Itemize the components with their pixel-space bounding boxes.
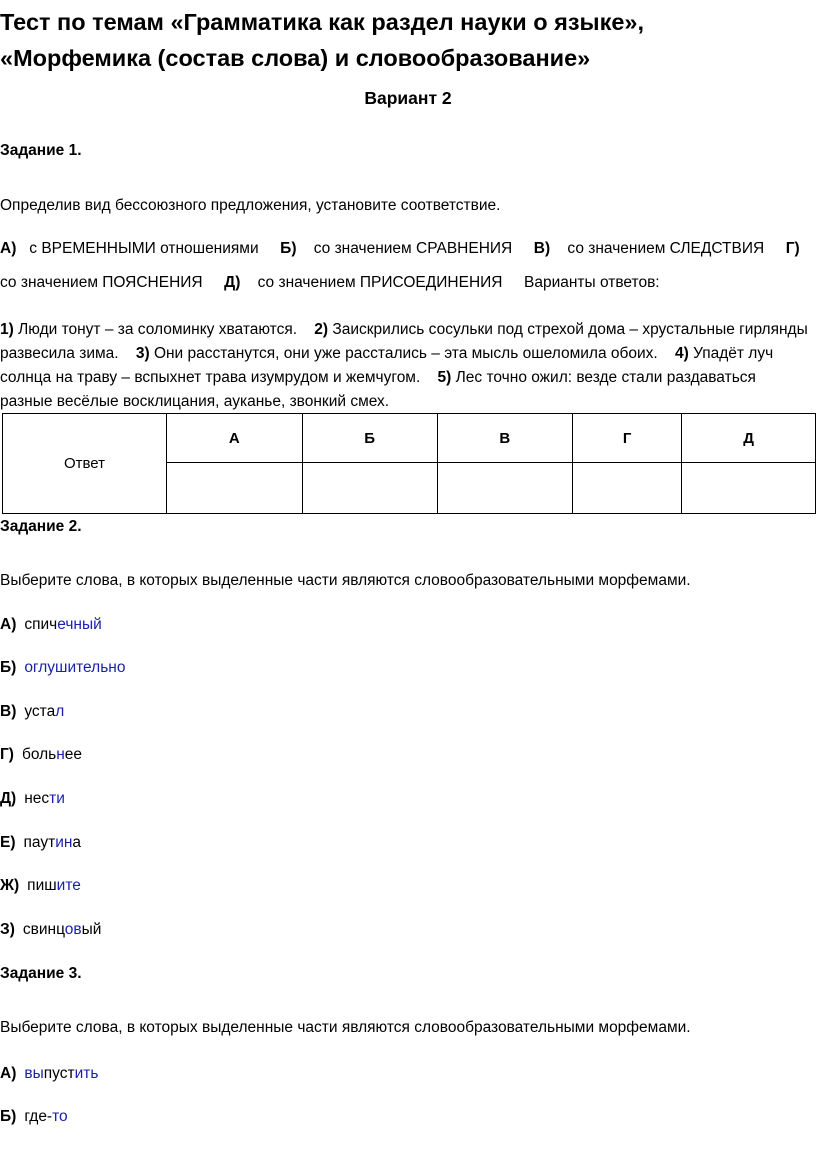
answers-label: Варианты ответов: [524,274,660,291]
sentence-number: 1) [0,321,14,338]
task1-options-line2 [0,274,660,292]
option-letter: Д) [0,790,17,807]
list-item [0,703,64,721]
word-part: ее [64,746,83,763]
highlighted-morpheme: ите [56,877,81,894]
answer-cell-a[interactable] [167,463,303,514]
variant-heading: Вариант 2 [364,88,452,108]
option-letter: В) [0,703,17,720]
column-header-d: Д [682,414,816,463]
list-item [0,1108,68,1126]
sentence-text: Люди тонут – за соломинку хватаются. [18,321,298,338]
task3-instruction: Выберите слова, в которых выделенные части являются словообразовательными морфемами. [0,1019,691,1036]
document-title [0,4,644,76]
word-part: ый [81,921,102,938]
column-header-a: А [167,414,303,463]
answer-cell-v[interactable] [437,463,573,514]
word-part: а [72,834,82,851]
word-part: спич [24,616,58,633]
answer-cell-g[interactable] [573,463,682,514]
word-part: нес [24,790,50,807]
option-text: со значением СРАВНЕНИЯ [313,240,513,257]
task1-instruction: Определив вид бессоюзного предложения, установите соответствие. [0,197,501,214]
highlighted-morpheme: ечный [57,616,102,633]
option-text: со значением ПРИСОЕДИНЕНИЯ [257,274,503,291]
option-letter: Г) [785,240,800,257]
option-letter: А) [0,616,17,633]
sentence-number: 5) [437,369,452,386]
option-letter: А) [0,240,17,257]
task1-sentences [0,318,812,414]
list-item [0,616,102,634]
option-text: со значением ПОЯСНЕНИЯ [0,274,203,291]
option-letter: В) [533,240,551,257]
option-letter: Б) [0,659,17,676]
task3-heading: Задание 3. [0,965,82,982]
list-item [0,746,82,764]
word-part: где- [24,1108,53,1125]
column-header-b: Б [302,414,437,463]
option-letter: Б) [0,1108,17,1125]
highlighted-morpheme: вы [24,1065,44,1082]
option-letter: Г) [0,746,14,763]
title-line-2: «Морфемика (состав слова) и словообразование» [0,45,591,71]
option-letter: Е) [0,834,16,851]
sentence-text: Упадёт луч солнца на траву – вспыхнет трава изумрудом и жемчугом. [0,345,774,386]
list-item [0,659,125,677]
sentence-number: 3) [135,345,150,362]
highlighted-morpheme: то [52,1108,68,1125]
column-header-g: Г [573,414,682,463]
highlighted-morpheme: ин [55,834,73,851]
sentence-text: Лес точно ожил: везде стали раздаваться разные весёлые восклицания, ауканье, звонкий смех. [0,369,756,410]
word-part: паут [23,834,56,851]
word-part: пуст [43,1065,75,1082]
list-item [0,790,65,808]
sentence-text: Они расстанутся, они уже расстались – эта мысль ошеломила обоих. [153,345,658,362]
word-part: пиш [27,877,57,894]
title-line-1: Тест по темам «Грамматика как раздел науки о языке», [0,9,645,35]
list-item [0,921,101,939]
task2-heading: Задание 2. [0,518,82,535]
answer-cell-d[interactable] [682,463,816,514]
list-item [0,834,81,852]
list-item [0,1065,98,1083]
option-text: со значением СЛЕДСТВИЯ [567,240,765,257]
sentence-number: 4) [674,345,689,362]
option-letter: Д) [224,274,241,291]
list-item [0,877,81,895]
highlighted-morpheme: н [56,746,65,763]
highlighted-morpheme: ти [49,790,65,807]
task1-options-line1 [0,240,800,258]
word-part: свинц [22,921,65,938]
option-letter: Б) [280,240,297,257]
word-part: боль [21,746,57,763]
task2-instruction: Выберите слова, в которых выделенные части являются словообразовательными морфемами. [0,572,691,589]
sentence-text: Заискрились сосульки под стрехой дома – хрустальные гирлянды развесила зима. [0,321,808,362]
task1-heading: Задание 1. [0,142,82,159]
option-letter: Ж) [0,877,20,894]
option-letter: З) [0,921,15,938]
highlighted-morpheme: оглушительно [24,659,126,676]
column-header-v: В [437,414,573,463]
highlighted-morpheme: ов [64,921,82,938]
option-text: с ВРЕМЕННЫМИ отношениями [29,240,259,257]
highlighted-morpheme: л [55,703,65,720]
sentence-number: 2) [314,321,329,338]
option-letter: А) [0,1065,17,1082]
word-part: уста [24,703,56,720]
answer-table [2,413,816,514]
highlighted-morpheme: ить [74,1065,99,1082]
answer-cell-b[interactable] [302,463,437,514]
table-row [3,414,816,463]
answer-row-label: Ответ [3,414,167,514]
